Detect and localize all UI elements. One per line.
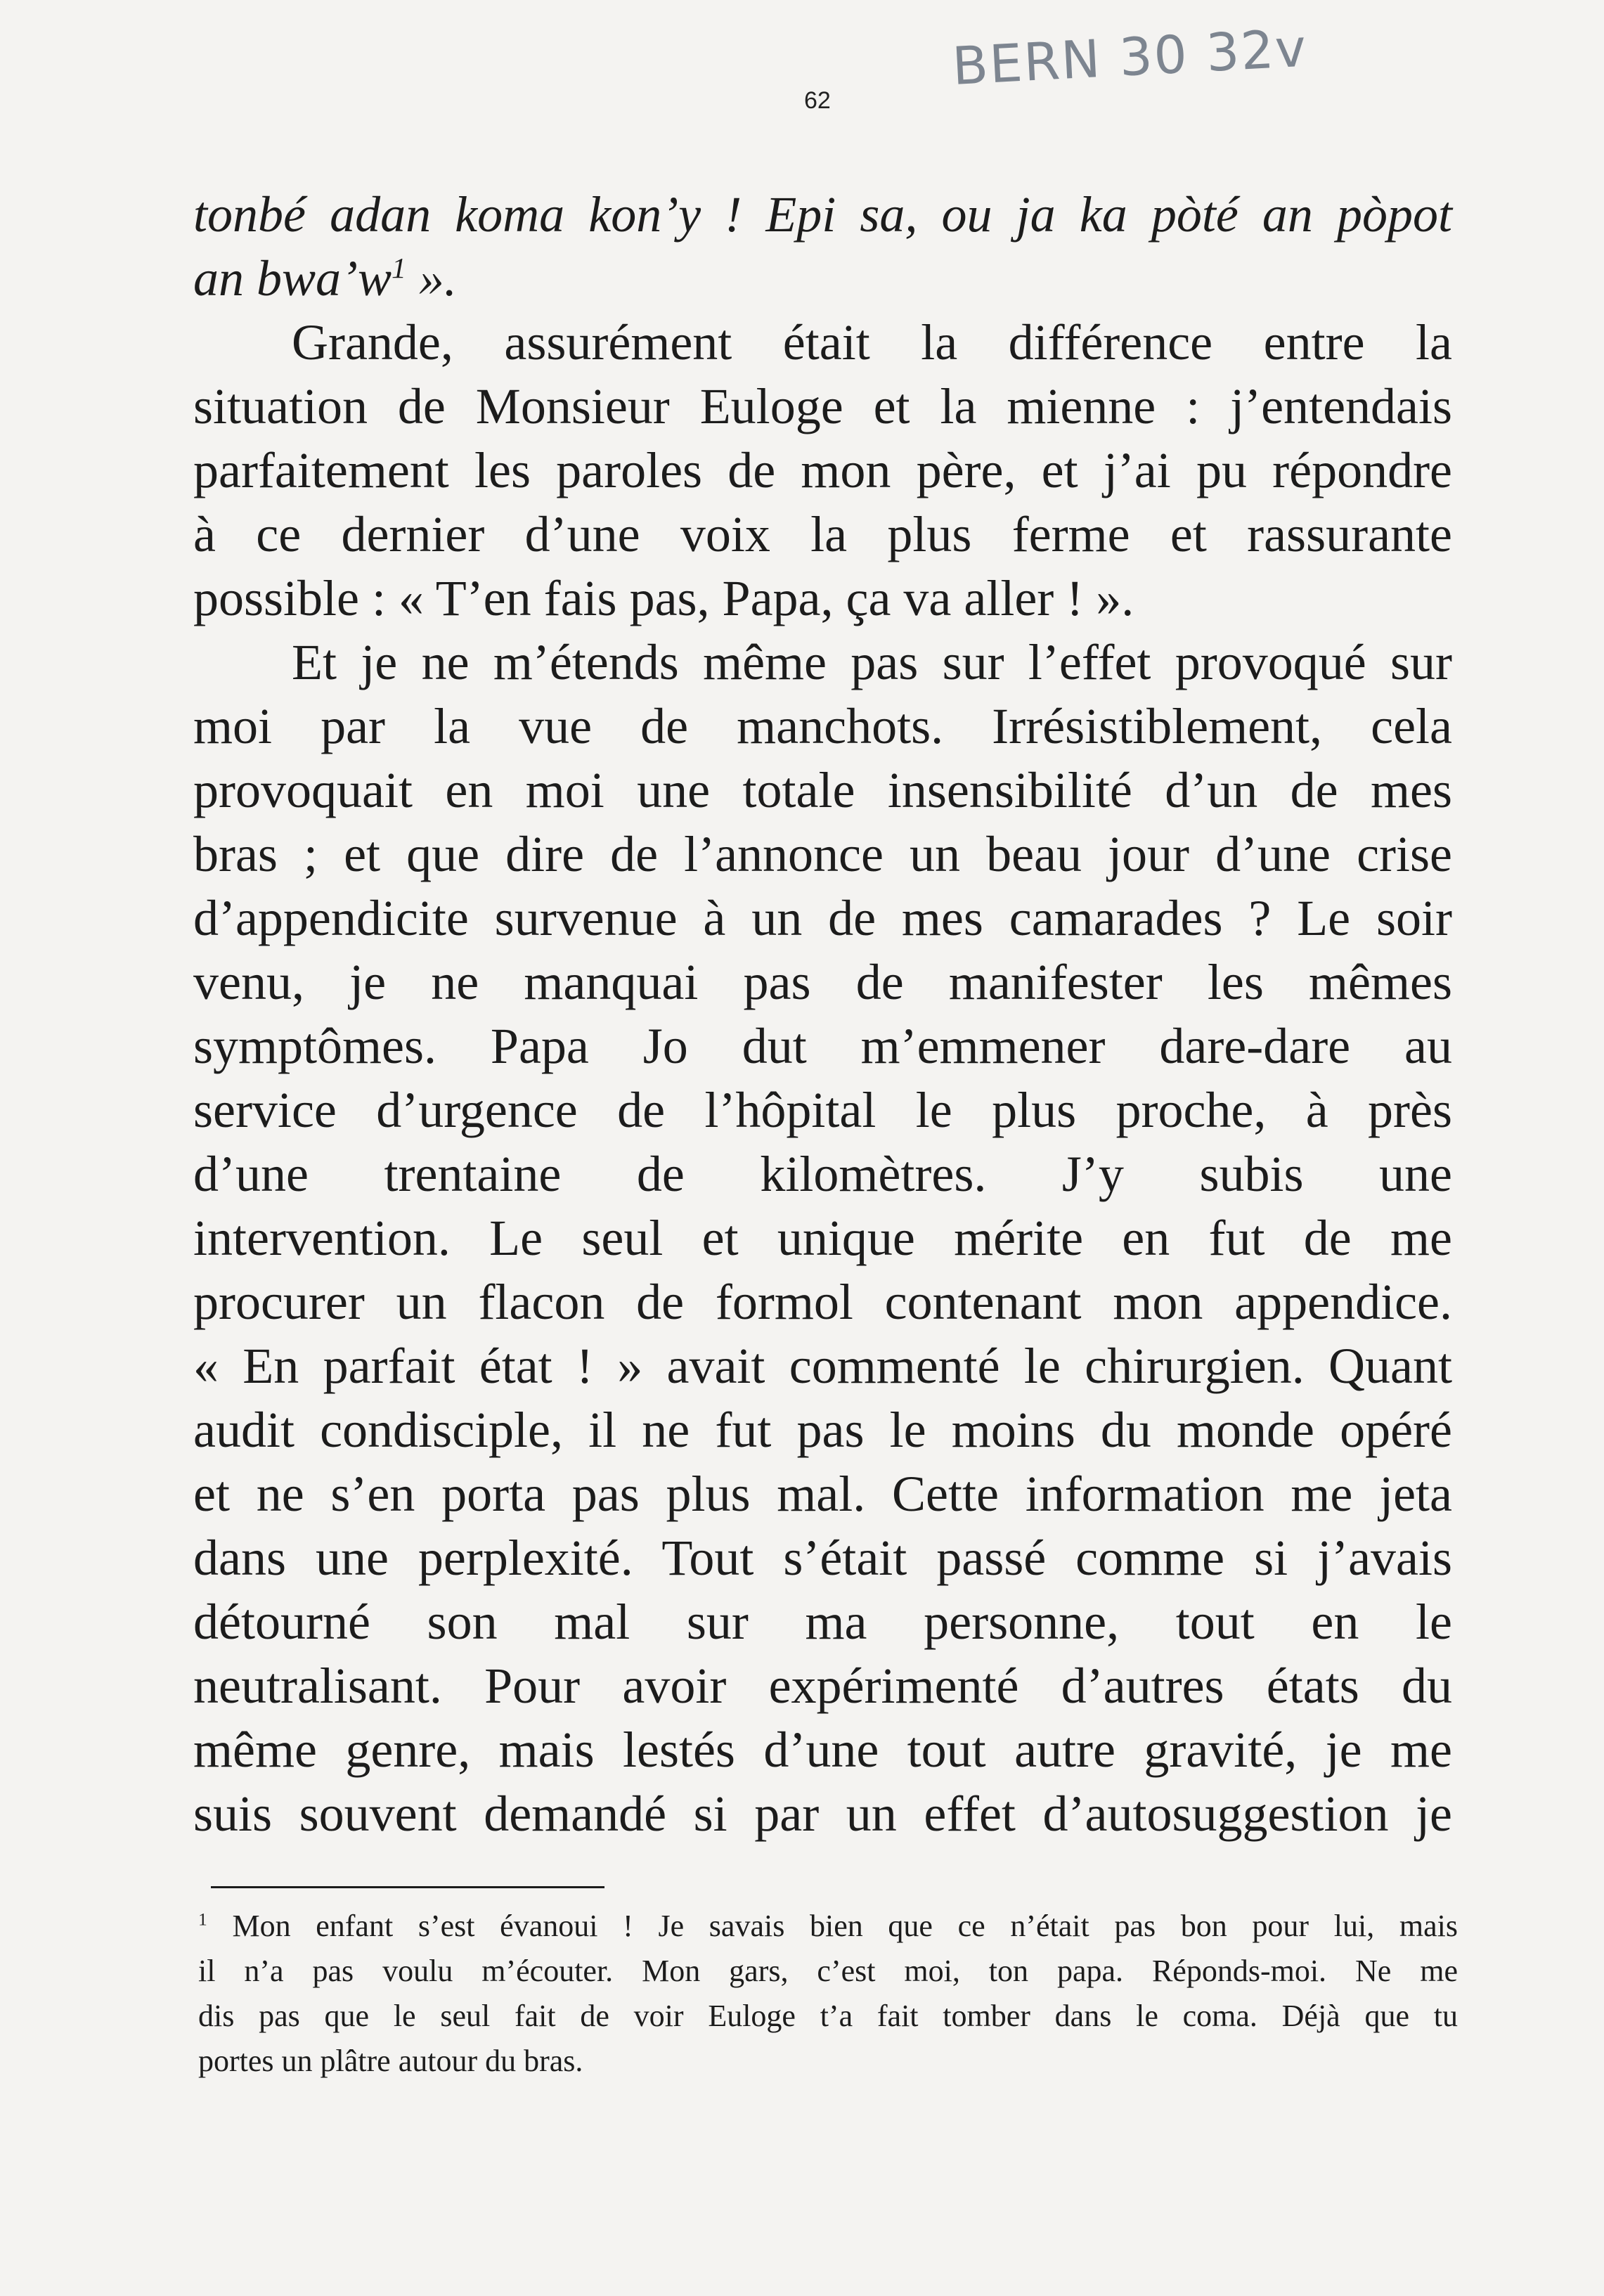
footnote-line: [198, 1904, 1458, 1949]
body-line: d’une trentaine de kilomètres. J’y subis une: [193, 1146, 1452, 1202]
body-line: service d’urgence de l’hôpital le plus proche, à près: [193, 1082, 1452, 1138]
footnote-reference: 1: [392, 252, 406, 285]
body-line: et ne s’en porta pas plus mal. Cette information me jeta: [193, 1466, 1452, 1522]
body-line: Et je ne m’étends même pas sur l’effet provoqué sur: [292, 634, 1452, 690]
body-line: venu, je ne manquai pas de manifester les mêmes: [193, 954, 1452, 1010]
footnote-marker: 1: [198, 1909, 207, 1930]
body-line-text: ».: [406, 250, 457, 307]
body-line: moi par la vue de manchots. Irrésistiblement, cela: [193, 698, 1452, 754]
body-line: neutralisant. Pour avoir expérimenté d’autres états du: [193, 1658, 1452, 1714]
body-line: situation de Monsieur Euloge et la mienne : j’entendais: [193, 378, 1452, 434]
body-line: provoquait en moi une totale insensibilité d’un de mes: [193, 762, 1452, 818]
body-line: « En parfait état ! » avait commenté le chirurgien. Quant: [193, 1338, 1452, 1394]
body-line: parfaitement les paroles de mon père, et j’ai pu répondre: [193, 442, 1452, 498]
body-text: [193, 183, 1452, 1846]
footnote-line: portes un plâtre autour du bras.: [198, 2044, 583, 2078]
body-line: dans une perplexité. Tout s’était passé comme si j’avais: [193, 1530, 1452, 1586]
footnote: [198, 1904, 1458, 2084]
footnote-line: dis pas que le seul fait de voir Euloge t’a fait tomber dans le coma. Déjà que tu: [198, 1999, 1458, 2033]
body-line: intervention. Le seul et unique mérite en fut de me: [193, 1210, 1452, 1266]
body-line: détourné son mal sur ma personne, tout en le: [193, 1594, 1452, 1650]
footnote-line: il n’a pas voulu m’écouter. Mon gars, c’est moi, ton papa. Réponds-moi. Ne me: [198, 1954, 1458, 1988]
body-line: d’appendicite survenue à un de mes camarades ? Le soir: [193, 890, 1452, 946]
body-line: [193, 247, 1452, 311]
body-line: Grande, assurément était la différence entre la: [292, 314, 1452, 370]
body-line: même genre, mais lestés d’une tout autre gravité, je me: [193, 1722, 1452, 1778]
body-line: bras ; et que dire de l’annonce un beau jour d’une crise: [193, 826, 1452, 882]
body-line: suis souvent demandé si par un effet d’autosuggestion je: [193, 1786, 1452, 1842]
handwritten-shelfmark: BERN 30 32v: [950, 18, 1309, 97]
body-line: procurer un flacon de formol contenant mon appendice.: [193, 1274, 1452, 1330]
body-line: audit condisciple, il ne fut pas le moins du monde opéré: [193, 1402, 1452, 1458]
body-line: à ce dernier d’une voix la plus ferme et rassurante: [193, 506, 1452, 562]
footnote-line-text: Mon enfant s’est évanoui ! Je savais bien que ce n’était pas bon pour lui, mais: [207, 1909, 1458, 1943]
body-line-text: an bwa’w: [193, 250, 392, 307]
body-line: symptômes. Papa Jo dut m’emmener dare-dare au: [193, 1018, 1452, 1074]
body-line: tonbé adan koma kon’y ! Epi sa, ou ja ka pòté an pòpot: [193, 186, 1452, 243]
body-line: possible : « T’en fais pas, Papa, ça va aller ! ».: [193, 570, 1134, 626]
page-number: 62: [804, 87, 831, 114]
footnote-divider: [211, 1886, 604, 1888]
